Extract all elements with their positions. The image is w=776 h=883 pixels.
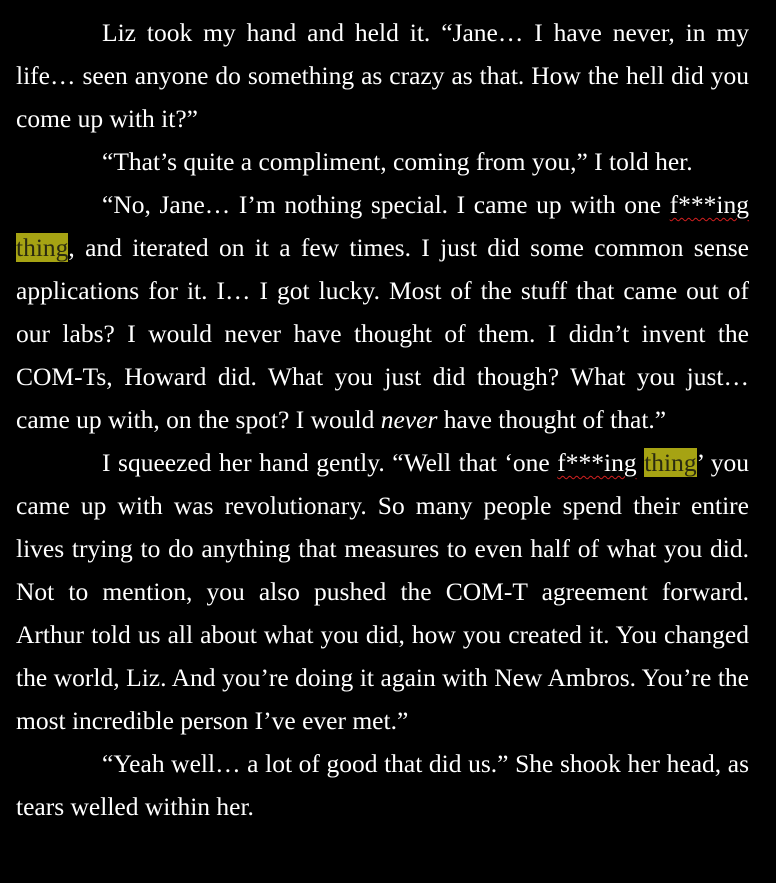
- paragraph-3-text-middle: , and iterated on it a few times. I just did some common sense applications for it. I… I got lucky. Most of the stuff that came out of our labs? I would never have thought of them. I didn’t invent the COM-Ts, Howard did. What you just did though? What you just… came up with, on the spot? I would: [16, 233, 749, 434]
- paragraph-5: “Yeah well… a lot of good that did us.” She shook her head, as tears welled within her.: [16, 749, 749, 821]
- emphasized-word: never: [380, 405, 438, 434]
- paragraph-3: [16, 183, 749, 441]
- highlighted-word[interactable]: thing: [16, 233, 69, 262]
- paragraph-2: “That’s quite a compliment, coming from you,” I told her.: [102, 147, 693, 176]
- paragraph-3-text-end: have thought of that.”: [437, 405, 667, 434]
- paragraph-1: Liz took my hand and held it. “Jane… I have never, in my life… seen anyone do something as crazy as that. How the hell did you come up with it?”: [16, 18, 749, 133]
- highlighted-word[interactable]: thing: [644, 448, 697, 477]
- paragraph-4: [16, 441, 749, 742]
- paragraph-4-text-end: ’ you came up with was revolutionary. So many people spend their entire lives trying to do anything that measures to even half of what you did. Not to mention, you also pushed the COM-T agreement forward. Arthur told us all about what you did, how you created it. You changed the world, Liz. And you’re doing it again with New Ambros. You’re the most incredible person I’ve ever met.”: [16, 448, 750, 735]
- paragraph-4-text-start: I squeezed her hand gently. “Well that ‘one: [102, 448, 558, 477]
- paragraph-3-text-start: “No, Jane… I’m nothing special. I came up with one: [102, 190, 670, 219]
- spellcheck-flagged-word[interactable]: f***ing: [557, 448, 637, 477]
- spellcheck-flagged-word[interactable]: f***ing: [669, 190, 749, 219]
